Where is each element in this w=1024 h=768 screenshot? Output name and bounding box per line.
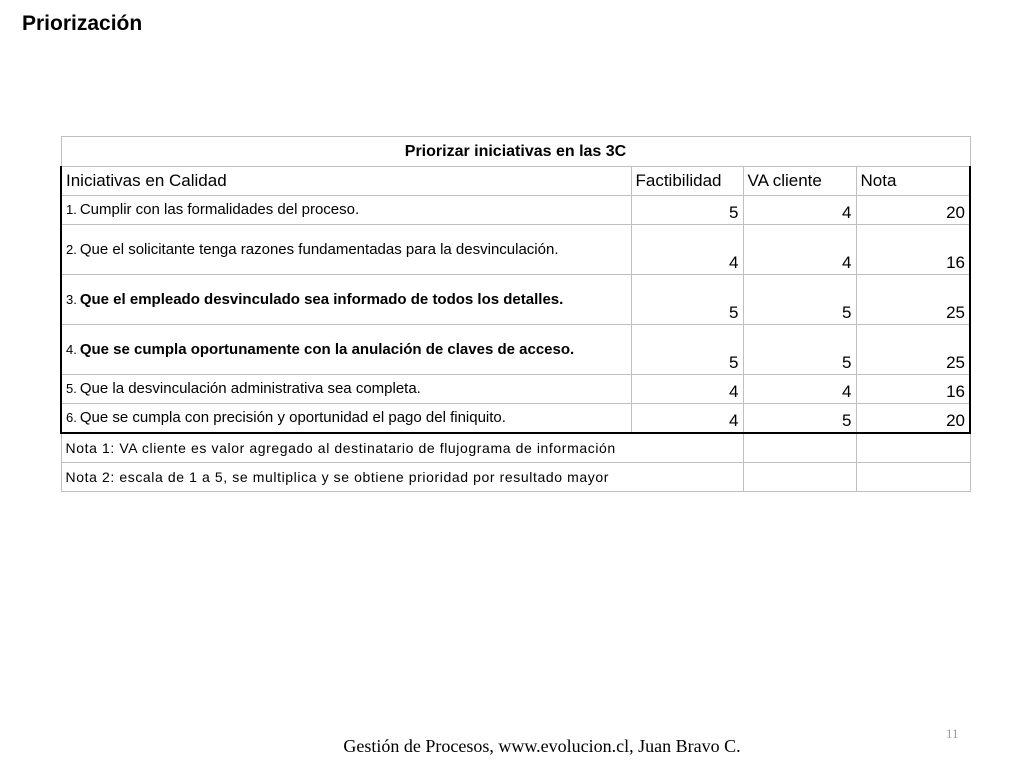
initiative-cell — [61, 404, 631, 433]
slide-title: Priorización — [22, 12, 143, 35]
note-row — [61, 462, 970, 491]
va-cliente-cell: 5 — [743, 275, 856, 325]
factibilidad-cell: 4 — [631, 225, 743, 275]
empty-cell — [856, 462, 970, 491]
initiative-number: 5. — [66, 381, 77, 396]
table-caption-row — [61, 137, 970, 167]
va-cliente-cell: 4 — [743, 225, 856, 275]
nota-cell: 25 — [856, 325, 970, 375]
factibilidad-cell: 5 — [631, 275, 743, 325]
empty-cell — [856, 433, 970, 463]
initiative-number: 1. — [66, 202, 77, 217]
header-nota: Nota — [856, 167, 970, 196]
factibilidad-cell: 4 — [631, 375, 743, 404]
va-cliente-cell: 5 — [743, 325, 856, 375]
header-factibilidad: Factibilidad — [631, 167, 743, 196]
header-va-cliente: VA cliente — [743, 167, 856, 196]
footer-text: Gestión de Procesos, www.evolucion.cl, Juan Bravo C. — [343, 736, 741, 756]
note-text: Nota 1: VA cliente es valor agregado al destinatario de flujograma de información — [61, 433, 743, 463]
initiative-text: Que el empleado desvinculado sea informado de todos los detalles. — [79, 290, 564, 308]
table-row — [61, 404, 970, 433]
initiative-text: Que el solicitante tenga razones fundamentadas para la desvinculación. — [79, 240, 559, 258]
table-row — [61, 225, 970, 275]
note-row — [61, 433, 970, 463]
nota-cell: 25 — [856, 275, 970, 325]
nota-cell: 20 — [856, 196, 970, 225]
table-row — [61, 196, 970, 225]
initiative-cell — [61, 325, 631, 375]
table-row — [61, 375, 970, 404]
initiative-cell — [61, 225, 631, 275]
table-row — [61, 275, 970, 325]
initiative-number: 2. — [66, 241, 77, 257]
va-cliente-cell: 5 — [743, 404, 856, 433]
factibilidad-cell: 4 — [631, 404, 743, 433]
factibilidad-cell: 5 — [631, 325, 743, 375]
va-cliente-cell: 4 — [743, 375, 856, 404]
nota-cell: 16 — [856, 225, 970, 275]
table-header-row — [61, 167, 970, 196]
table-row — [61, 325, 970, 375]
priority-table — [60, 136, 971, 492]
va-cliente-cell: 4 — [743, 196, 856, 225]
priority-table-container — [60, 136, 971, 492]
initiative-text: Que se cumpla con precisión y oportunidad el pago del finiquito. — [79, 408, 506, 426]
initiative-number: 3. — [66, 291, 77, 307]
initiative-text: Cumplir con las formalidades del proceso. — [79, 201, 360, 218]
initiative-text: Que la desvinculación administrativa sea completa. — [79, 380, 421, 397]
initiative-text: Que se cumpla oportunamente con la anulación de claves de acceso. — [79, 340, 575, 358]
nota-cell: 20 — [856, 404, 970, 433]
table-caption: Priorizar iniciativas en las 3C — [61, 137, 970, 167]
initiative-number: 4. — [66, 341, 77, 357]
initiative-cell — [61, 375, 631, 404]
initiative-cell — [61, 196, 631, 225]
nota-cell: 16 — [856, 375, 970, 404]
page-number: 11 — [946, 726, 959, 741]
initiative-cell — [61, 275, 631, 325]
empty-cell — [743, 433, 856, 463]
note-text: Nota 2: escala de 1 a 5, se multiplica y se obtiene prioridad por resultado mayor — [61, 462, 743, 491]
header-iniciativas: Iniciativas en Calidad — [61, 167, 631, 196]
empty-cell — [743, 462, 856, 491]
factibilidad-cell: 5 — [631, 196, 743, 225]
initiative-number: 6. — [66, 409, 77, 425]
